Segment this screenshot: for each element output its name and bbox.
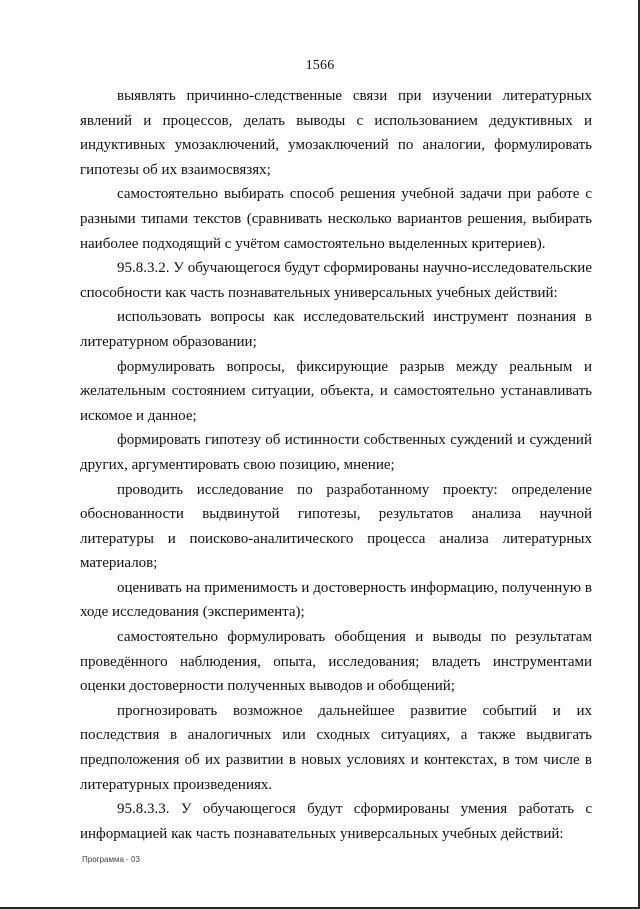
- body-text: [80, 84, 592, 846]
- paragraph-formulate-questions: формулировать вопросы, фиксирующие разрыв между реальным и желательным состоянием ситуации, объекта, и самостоятельно устанавливать искомое и данное;: [80, 358, 592, 424]
- paragraph-generalizations: самостоятельно формулировать обобщения и выводы по результатам проведённого наблюдения, опыта, исследования; владеть инструментами оценки достоверности полученных выводов и обобщений;: [80, 629, 592, 695]
- page-footer: Программа - 03: [82, 855, 140, 864]
- paragraph-conduct-research: проводить исследование по разработанному проекту: определение обоснованности выдвинутой гипотезы, результатов анализа научной литературы и поисково-аналитического процесса анализа литературных материалов;: [80, 481, 592, 572]
- paragraph-section-95-8-3-2: 95.8.3.2. У обучающегося будут сформированы научно-исследовательские способности как часть познавательных универсальных учебных действий:: [80, 260, 592, 301]
- paragraph-evaluate-information: оценивать на применимость и достоверность информацию, полученную в ходе исследования (эксперимента);: [80, 579, 592, 621]
- paragraph-use-questions: использовать вопросы как исследовательский инструмент познания в литературном образовании;: [80, 309, 592, 350]
- paragraph-causal-links: выявлять причинно-следственные связи при изучении литературных явлений и процессов, делать выводы с использованием дедуктивных и индуктивных умозаключений, умозаключений по аналогии, формулировать гипотезы об их взаимосвязях;: [80, 88, 592, 178]
- paragraph-choose-method: самостоятельно выбирать способ решения учебной задачи при работе с разными типами текстов (сравнивать несколько вариантов решения, выбирать наиболее подходящий с учётом самостоятельно выделенных критериев).: [80, 186, 592, 252]
- paragraph-forecast: прогнозировать возможное дальнейшее развитие событий и их последствия в аналогичных или сходных ситуациях, а также выдвигать предположения об их развитии в новых условиях и контекстах, в том числе в литературных произведениях.: [80, 702, 592, 793]
- paragraph-section-95-8-3-3: 95.8.3.3. У обучающегося будут сформированы умения работать с информацией как часть познавательных универсальных учебных действий:: [80, 801, 592, 842]
- paragraph-form-hypothesis: формировать гипотезу об истинности собственных суждений и суждений других, аргументировать свою позицию, мнение;: [80, 432, 592, 473]
- page-number: 1566: [305, 58, 335, 73]
